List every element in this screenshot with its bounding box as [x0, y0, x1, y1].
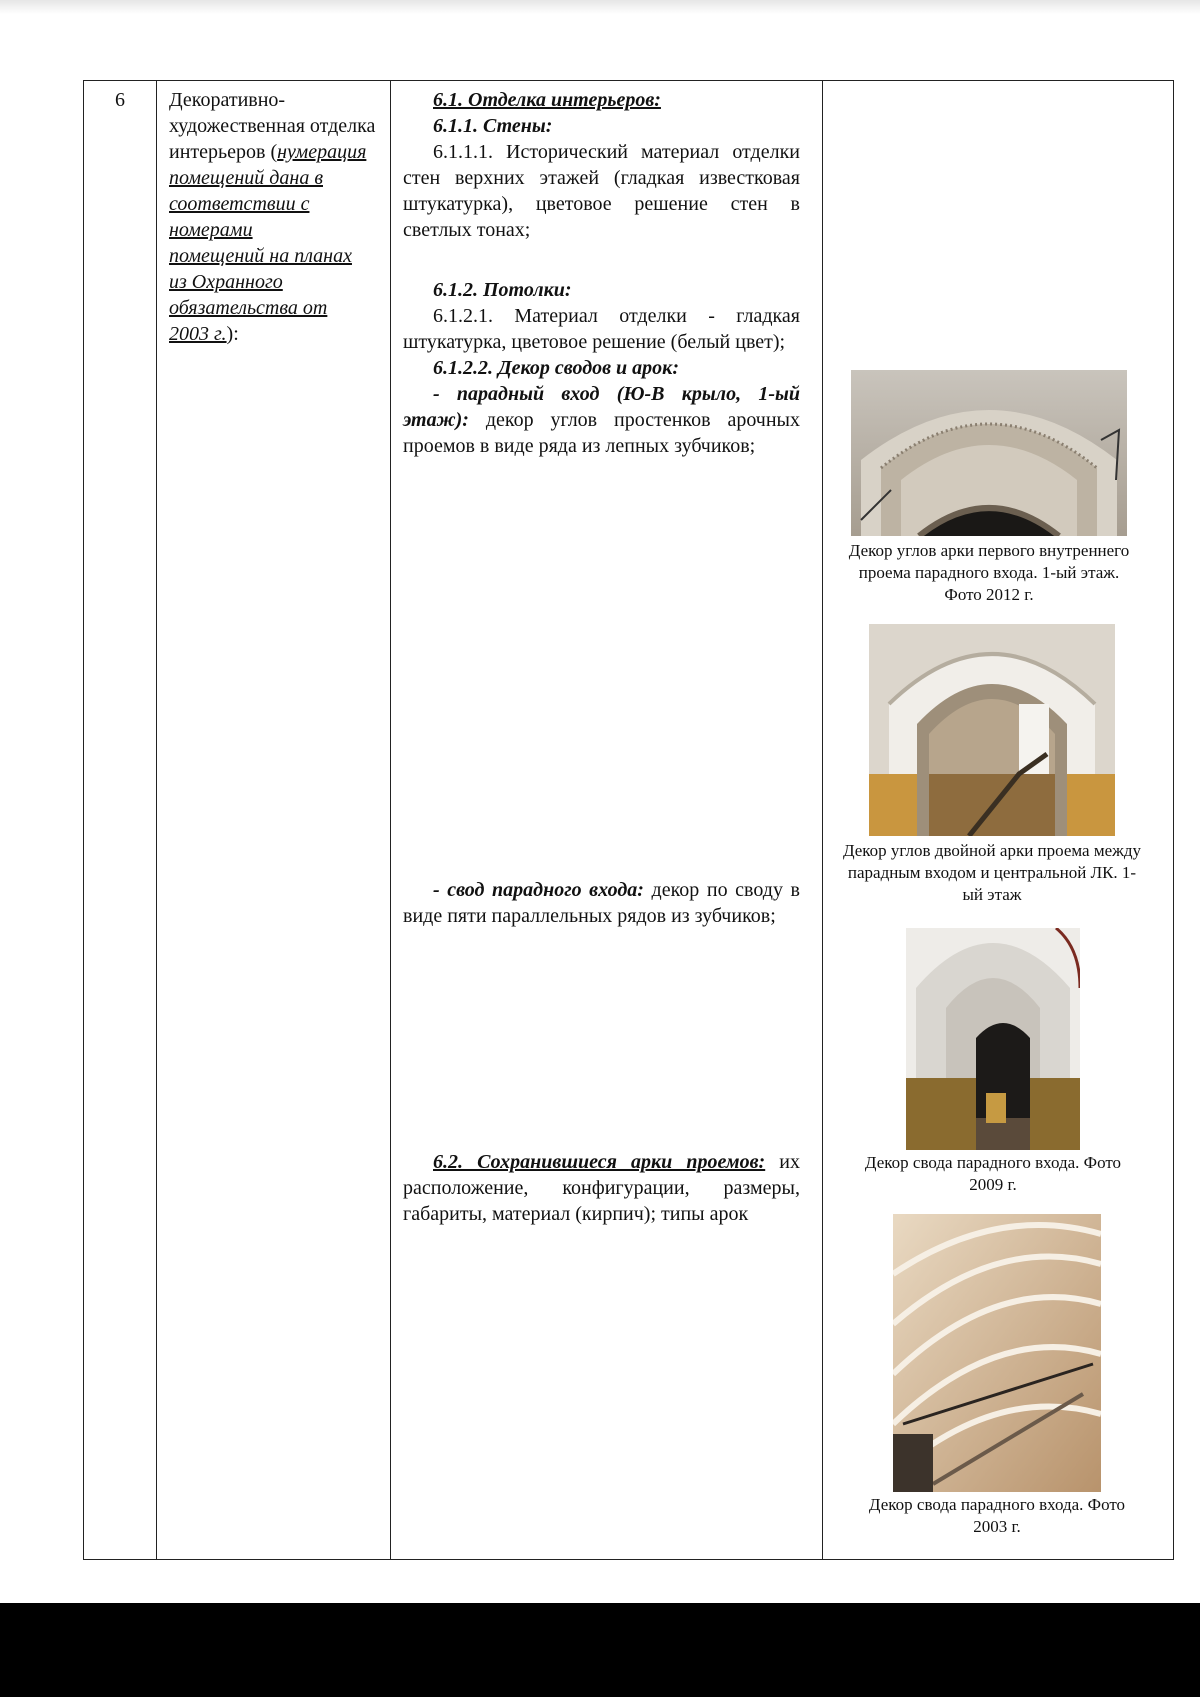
- photo-caption-3: Декор свода парадного входа. Фото 2009 г.: [864, 1153, 1122, 1194]
- content-cell: [391, 81, 823, 1560]
- arch-photo-icon: [851, 370, 1127, 536]
- entrance-text: декор углов простенков арочных проемов в виде ряда из лепных зубчиков;: [403, 409, 800, 457]
- heading-6-2: 6.2. Сохранившиеся арки проемов:: [433, 1151, 766, 1173]
- row-name: [157, 81, 390, 347]
- scan-shadow: [0, 0, 1200, 14]
- vault-ribs-photo-icon: [893, 1214, 1101, 1492]
- row-name-note-6: обязательства от: [169, 297, 328, 319]
- heading-6-1-2: 6.1.2. Потолки:: [433, 279, 572, 301]
- heading-6-1-1: 6.1.1. Стены:: [433, 115, 553, 137]
- photo-block-3: [864, 928, 1122, 1194]
- row-name-note-5: из Охранного: [169, 271, 283, 293]
- vault-label: - свод парадного входа:: [433, 879, 644, 901]
- row-name-plain: Декоративно-художественная отделка интерьеров (: [169, 89, 376, 163]
- vault-text: декор по своду в виде пяти параллельных рядов из зубчиков;: [403, 879, 800, 927]
- vault-corridor-photo-icon: [906, 928, 1080, 1150]
- row-name-cell: [157, 81, 391, 1560]
- scan-bottom-band: [0, 1603, 1200, 1697]
- photo-block-4: [868, 1214, 1126, 1536]
- paragraph-6-1-2-1: 6.1.2.1. Материал отделки - гладкая штукатурка, цветовое решение (белый цвет);: [403, 305, 800, 353]
- photo-block-2: [842, 624, 1142, 904]
- content-text: [391, 81, 822, 1227]
- row-number: 6: [115, 89, 125, 111]
- row-number-cell: [84, 81, 157, 1560]
- paragraph-6-2: их расположение, конфигурации, размеры, габариты, материал (кирпич); типы арок: [403, 1151, 801, 1225]
- paragraph-6-1-1-1: 6.1.1.1. Исторический материал отделки стен верхних этажей (гладкая известковая штукатурка), цветовое решение стен в светлых тонах;: [403, 141, 800, 241]
- row-name-after: ):: [226, 323, 239, 345]
- row-name-note-3: номерами: [169, 219, 253, 241]
- row-name-note-4: помещений на планах: [169, 245, 352, 267]
- row-name-note-2: соответствии с: [169, 193, 310, 215]
- entrance-label: - парадный вход (Ю-В крыло, 1-ый этаж):: [403, 383, 800, 431]
- row-name-note-1: помещений дана в: [169, 167, 323, 189]
- heading-6-1: 6.1. Отделка интерьеров:: [433, 89, 661, 111]
- row-name-note-0: нумерация: [277, 141, 367, 163]
- photo-caption-2: Декор углов двойной арки проема между парадным входом и центральной ЛК. 1-ый этаж: [842, 841, 1142, 904]
- photo-block-1: [848, 370, 1130, 604]
- photo-caption-1: Декор углов арки первого внутреннего проема парадного входа. 1-ый этаж. Фото 2012 г.: [848, 541, 1130, 604]
- double-arch-photo-icon: [869, 624, 1115, 836]
- row-name-note-7: 2003 г.: [169, 323, 227, 345]
- photo-caption-4: Декор свода парадного входа. Фото 2003 г.: [868, 1495, 1126, 1536]
- heading-6-1-2-2: 6.1.2.2. Декор сводов и арок:: [433, 357, 679, 379]
